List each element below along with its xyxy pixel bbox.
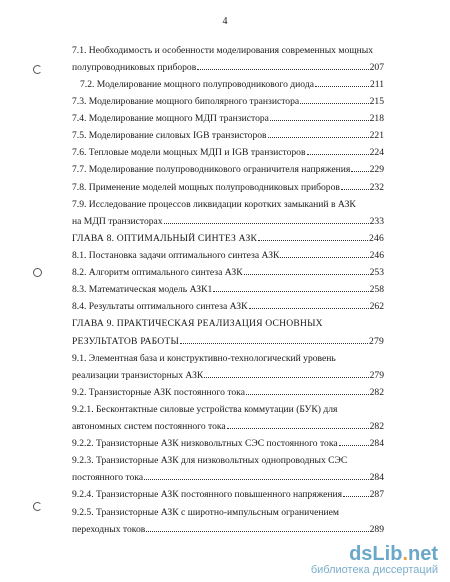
toc-entry-page: 287 [369, 489, 384, 500]
toc-entry [72, 387, 384, 398]
toc-entry-title: 8.2. Алгоритм оптимального синтеза АЗК [72, 267, 243, 278]
toc-entry [72, 250, 384, 261]
toc-entry [72, 472, 384, 483]
toc-entry-title: 7.8. Применение моделей мощных полупроводниковых приборов [72, 182, 340, 193]
toc-leader-dots [300, 103, 368, 104]
watermark-logo: dsLib.net [349, 543, 438, 565]
toc-entry-page: 221 [369, 130, 384, 141]
toc-leader-dots [197, 69, 368, 70]
margin-mark-middle [33, 268, 42, 277]
toc-entry [72, 301, 384, 312]
toc-entry [72, 216, 384, 227]
toc-leader-dots [246, 394, 369, 395]
toc-leader-dots [258, 240, 368, 241]
toc-leader-dots [280, 257, 368, 258]
toc-entry-title: автономных систем постоянного тока [72, 421, 226, 432]
toc-entry-page: 289 [369, 524, 384, 535]
toc-entry-page: 282 [369, 421, 384, 432]
toc-entry-page: 224 [369, 147, 384, 158]
toc-entry [72, 267, 384, 278]
toc-entry-title: реализации транзисторных АЗК [72, 370, 204, 381]
toc-entry-page: 211 [369, 79, 384, 90]
toc-entry-page: 253 [369, 267, 384, 278]
toc-entry [72, 199, 356, 210]
toc-entry [72, 438, 384, 449]
toc-entry-title: 7.5. Моделирование силовых IGB транзисторов [72, 130, 267, 141]
toc-leader-dots [249, 308, 369, 309]
toc-entry-title: ГЛАВА 8. ОПТИМАЛЬНЫЙ СИНТЕЗ АЗК [72, 233, 258, 244]
toc-entry [80, 79, 384, 90]
toc-entry [72, 353, 336, 364]
toc-leader-dots [144, 479, 368, 480]
toc-entry [72, 507, 339, 518]
toc-entry-title: на МДП транзисторах [72, 216, 163, 227]
toc-entry-page: 233 [369, 216, 384, 227]
toc-entry [72, 404, 337, 415]
toc-entry [72, 147, 384, 158]
toc-entry-title: 9.2.3. Транзисторные АЗК для низковольтных однопроводных СЭС [72, 455, 348, 466]
toc-entry [72, 130, 384, 141]
toc-entry-title: 9.2.1. Бесконтактные силовые устройства коммутации (БУК) для [72, 404, 338, 415]
toc-entry-title: 7.9. Исследование процессов ликвидации коротких замыканий в АЗК [72, 199, 356, 210]
toc-entry [72, 62, 384, 73]
toc-entry-title: 9.2.5. Транзисторные АЗК с широтно-импульсным ограничением [72, 507, 339, 518]
watermark [311, 544, 438, 576]
toc-entry [72, 421, 384, 432]
toc-entry-page: 284 [369, 472, 384, 483]
toc-entry-title: 7.7. Моделирование полупроводникового ограничителя напряжения [72, 164, 351, 175]
toc-entry-title: 7.4. Моделирование мощного МДП транзистора [72, 113, 269, 124]
toc-entry [72, 96, 384, 107]
toc-entry-title: 9.2. Транзисторные АЗК постоянного тока [72, 387, 245, 398]
toc-entry [72, 370, 384, 381]
toc-entry-page: 215 [369, 96, 384, 107]
toc-leader-dots [341, 189, 369, 190]
toc-leader-dots [270, 120, 369, 121]
toc-entry-page: 279 [369, 336, 384, 347]
toc-entry [72, 113, 384, 124]
toc-leader-dots [213, 291, 368, 292]
toc-entry-page: 246 [369, 233, 384, 244]
toc-entry [72, 45, 373, 56]
toc-entry-title: полупроводниковых приборов [72, 62, 197, 73]
toc-leader-dots [315, 86, 369, 87]
margin-mark-bottom [33, 502, 42, 511]
toc-leader-dots [244, 274, 369, 275]
toc-entry-title: постоянного тока [72, 472, 144, 483]
toc-leader-dots [164, 223, 369, 224]
toc-entry-title: 7.2. Моделирование мощного полупроводникового диода [80, 79, 314, 90]
toc-entry-title: 9.2.4. Транзисторные АЗК постоянного повышенного напряжения [72, 489, 343, 500]
toc-entry [72, 524, 384, 535]
toc-entry [72, 233, 384, 244]
toc-entry-title: переходных токов [72, 524, 146, 535]
toc-entry-page: 229 [369, 164, 384, 175]
toc-entry-title: 9.2.2. Транзисторные АЗК низковольтных СЭС постоянного тока [72, 438, 338, 449]
toc-entry [72, 284, 384, 295]
toc-leader-dots [204, 377, 368, 378]
watermark-subtitle: библиотека диссертаций [310, 564, 438, 576]
toc-entry-page: 246 [369, 250, 384, 261]
toc-entry-title: 7.1. Необходимость и особенности моделирования современных мощных [72, 45, 374, 56]
toc-entry-page: 232 [369, 182, 384, 193]
toc-entry-page: 262 [369, 301, 384, 312]
toc-entry-page: 207 [369, 62, 384, 73]
toc-entry-title: 8.1. Постановка задачи оптимального синтеза АЗК [72, 250, 280, 261]
toc-entry-title: 8.4. Результаты оптимального синтеза АЗК [72, 301, 248, 312]
toc-entry-title: 8.3. Математическая модель АЗК1 [72, 284, 213, 295]
toc-entry [72, 164, 384, 175]
toc-entry-title: 9.1. Элементная база и конструктивно-технологический уровень [72, 353, 336, 364]
toc-entry-title: РЕЗУЛЬТАТОВ РАБОТЫ [72, 336, 180, 347]
toc-entry-page: 279 [369, 370, 384, 381]
toc-entry [72, 182, 384, 193]
toc-entry-page: 284 [369, 438, 384, 449]
toc-leader-dots [307, 154, 369, 155]
toc-entry-page: 258 [369, 284, 384, 295]
page-number: 4 [222, 16, 228, 27]
toc-leader-dots [180, 343, 368, 344]
toc-leader-dots [339, 445, 369, 446]
toc-entry [72, 318, 323, 329]
toc-entry-page: 282 [369, 387, 384, 398]
toc-entry [72, 489, 384, 500]
margin-mark-top [33, 65, 42, 74]
toc-leader-dots [227, 428, 369, 429]
toc-entry-title: 7.3. Моделирование мощного биполярного транзистора [72, 96, 300, 107]
toc-leader-dots [146, 531, 368, 532]
toc-leader-dots [351, 171, 368, 172]
toc-entry [72, 455, 347, 466]
toc-leader-dots [268, 137, 369, 138]
toc-entry-title: 7.6. Тепловые модели мощных МДП и IGB транзисторов [72, 147, 306, 158]
toc-entry-title: ГЛАВА 9. ПРАКТИЧЕСКАЯ РЕАЛИЗАЦИЯ ОСНОВНЫХ [72, 318, 323, 329]
toc-entry [72, 336, 384, 347]
toc-entry-page: 218 [369, 113, 384, 124]
toc-leader-dots [343, 496, 369, 497]
